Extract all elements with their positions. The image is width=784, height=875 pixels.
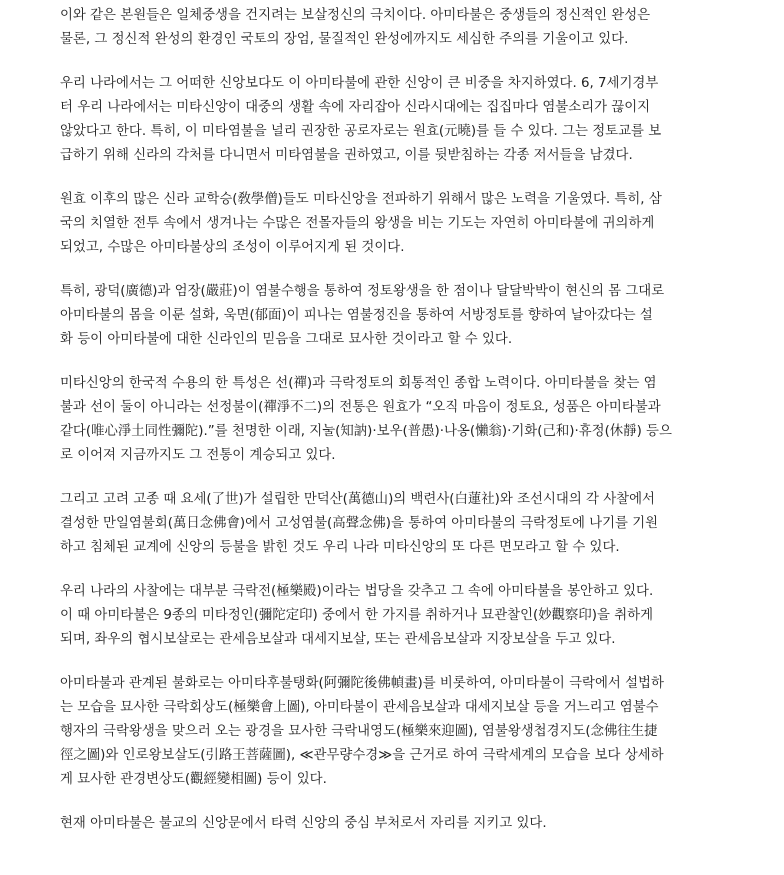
paragraph-legends bbox=[60, 280, 746, 352]
text-line: 게 묘사한 관경변상도(觀經變相圖) 등이 있다. bbox=[60, 772, 327, 787]
text-line: 터 우리 나라에서는 미타신앙이 대중의 생활 속에 자리잡아 신라시대에는 집집마다 염불소리가 끊이지 bbox=[60, 100, 651, 115]
paragraph-goryeo-joseon bbox=[60, 488, 746, 560]
text-line: 화 등이 아미타불에 대한 신라인의 믿음을 그대로 묘사한 것이라고 할 수 있다. bbox=[60, 332, 513, 347]
text-line: 아미타불과 관계된 불화로는 아미타후불탱화(阿彌陀後佛幀畫)를 비롯하여, 아미타불이 극락에서 설법하 bbox=[60, 676, 664, 691]
text-line: 이 때 아미타불은 9종의 미타정인(彌陀定印) 중에서 한 가지를 취하거나 묘관찰인(妙觀察印)을 취하게 bbox=[60, 608, 654, 623]
paragraph-temples bbox=[60, 580, 746, 652]
text-line: 급하기 위해 신라의 각처를 다니면서 미타염불을 권하였고, 이를 뒷받침하는 각종 저서들을 남겼다. bbox=[60, 148, 633, 163]
paragraph-vows bbox=[60, 4, 746, 52]
text-line: 불과 선이 둘이 아니라는 선정불이(禪淨不二)의 전통은 원효가 “오직 마음이 정토요, 성품은 아미타불과 bbox=[60, 400, 661, 415]
text-line: 되었고, 수많은 아미타불상의 조성이 이루어지게 된 것이다. bbox=[60, 240, 405, 255]
paragraph-silla-monks bbox=[60, 188, 746, 260]
text-line: 특히, 광덕(廣德)과 엄장(嚴莊)이 염불수행을 통하여 정토왕생을 한 점이나 달달박박이 현신의 몸 그대로 bbox=[60, 284, 665, 299]
paragraph-paintings bbox=[60, 672, 746, 792]
text-line: 원효 이후의 많은 신라 교학승(敎學僧)들도 미타신앙을 전파하기 위해서 많은 노력을 기울였다. 특히, 삼 bbox=[60, 192, 662, 207]
text-line: 우리 나라에서는 그 어떠한 신앙보다도 이 아미타불에 관한 신앙이 큰 비중을 차지하였다. 6, 7세기경부 bbox=[60, 76, 659, 91]
text-line: 행자의 극락왕생을 맞으러 오는 광경을 묘사한 극락내영도(極樂來迎圖), 염불왕생첩경지도(念佛往生捷 bbox=[60, 724, 658, 739]
text-line: 현재 아미타불은 불교의 신앙문에서 타력 신앙의 중심 부처로서 자리를 지키고 있다. bbox=[60, 816, 547, 831]
text-line: 로 이어져 지금까지도 그 전통이 계승되고 있다. bbox=[60, 448, 336, 463]
paragraph-seon-pure-land bbox=[60, 372, 746, 468]
text-line: 徑之圖)와 인로왕보살도(引路王菩薩圖), ≪관무량수경≫을 근거로 하여 극락세계의 모습을 보다 상세하 bbox=[60, 748, 664, 763]
text-line: 국의 치열한 전투 속에서 생겨나는 수많은 전몰자들의 왕생을 비는 기도는 자연히 아미타불에 귀의하게 bbox=[60, 216, 655, 231]
text-line: 이와 같은 본원들은 일체중생을 건지려는 보살정신의 극치이다. 아미타불은 중생들의 정신적인 완성은 bbox=[60, 8, 651, 23]
text-line: 우리 나라의 사찰에는 대부분 극락전(極樂殿)이라는 법당을 갖추고 그 속에 아미타불을 봉안하고 있다. bbox=[60, 584, 654, 599]
paragraph-korean-faith bbox=[60, 72, 746, 168]
text-line: 그리고 고려 고종 때 요세(了世)가 설립한 만덕산(萬德山)의 백련사(白蓮社)와 조선시대의 각 사찰에서 bbox=[60, 492, 655, 507]
paragraph-present bbox=[60, 812, 746, 836]
text-line: 되며, 좌우의 협시보살로는 관세음보살과 대세지보살, 또는 관세음보살과 지장보살을 두고 있다. bbox=[60, 632, 616, 647]
text-line: 하고 침체된 교계에 신앙의 등불을 밝힌 것도 우리 나라 미타신앙의 또 다른 면모라고 할 수 있다. bbox=[60, 540, 620, 555]
text-line: 같다(唯心淨土同性彌陀).”를 천명한 이래, 지눌(知訥)·보우(普愚)·나옹(懶翁)·기화(己和)·휴정(休靜) 등으 bbox=[60, 424, 672, 439]
text-line: 않았다고 한다. 특히, 이 미타염불을 널리 권장한 공로자로는 원효(元曉)를 들 수 있다. 그는 정토교를 보 bbox=[60, 124, 662, 139]
text-line: 결성한 만일염불회(萬日念佛會)에서 고성염불(高聲念佛)을 통하여 아미타불의 극락정토에 나기를 기원 bbox=[60, 516, 659, 531]
text-line: 아미타불의 몸을 이룬 설화, 욱면(郁面)이 피나는 염불정진을 통하여 서방정토를 향하여 날아갔다는 설 bbox=[60, 308, 653, 323]
text-line: 물론, 그 정신적 완성의 환경인 국토의 장엄, 물질적인 완성에까지도 세심한 주의를 기울이고 있다. bbox=[60, 32, 629, 47]
text-line: 는 모습을 묘사한 극락회상도(極樂會上圖), 아미타불이 관세음보살과 대세지보살 등을 거느리고 염불수 bbox=[60, 700, 659, 715]
text-line: 미타신앙의 한국적 수용의 한 특성은 선(禪)과 극락정토의 회통적인 종합 노력이다. 아미타불을 찾는 염 bbox=[60, 376, 657, 391]
